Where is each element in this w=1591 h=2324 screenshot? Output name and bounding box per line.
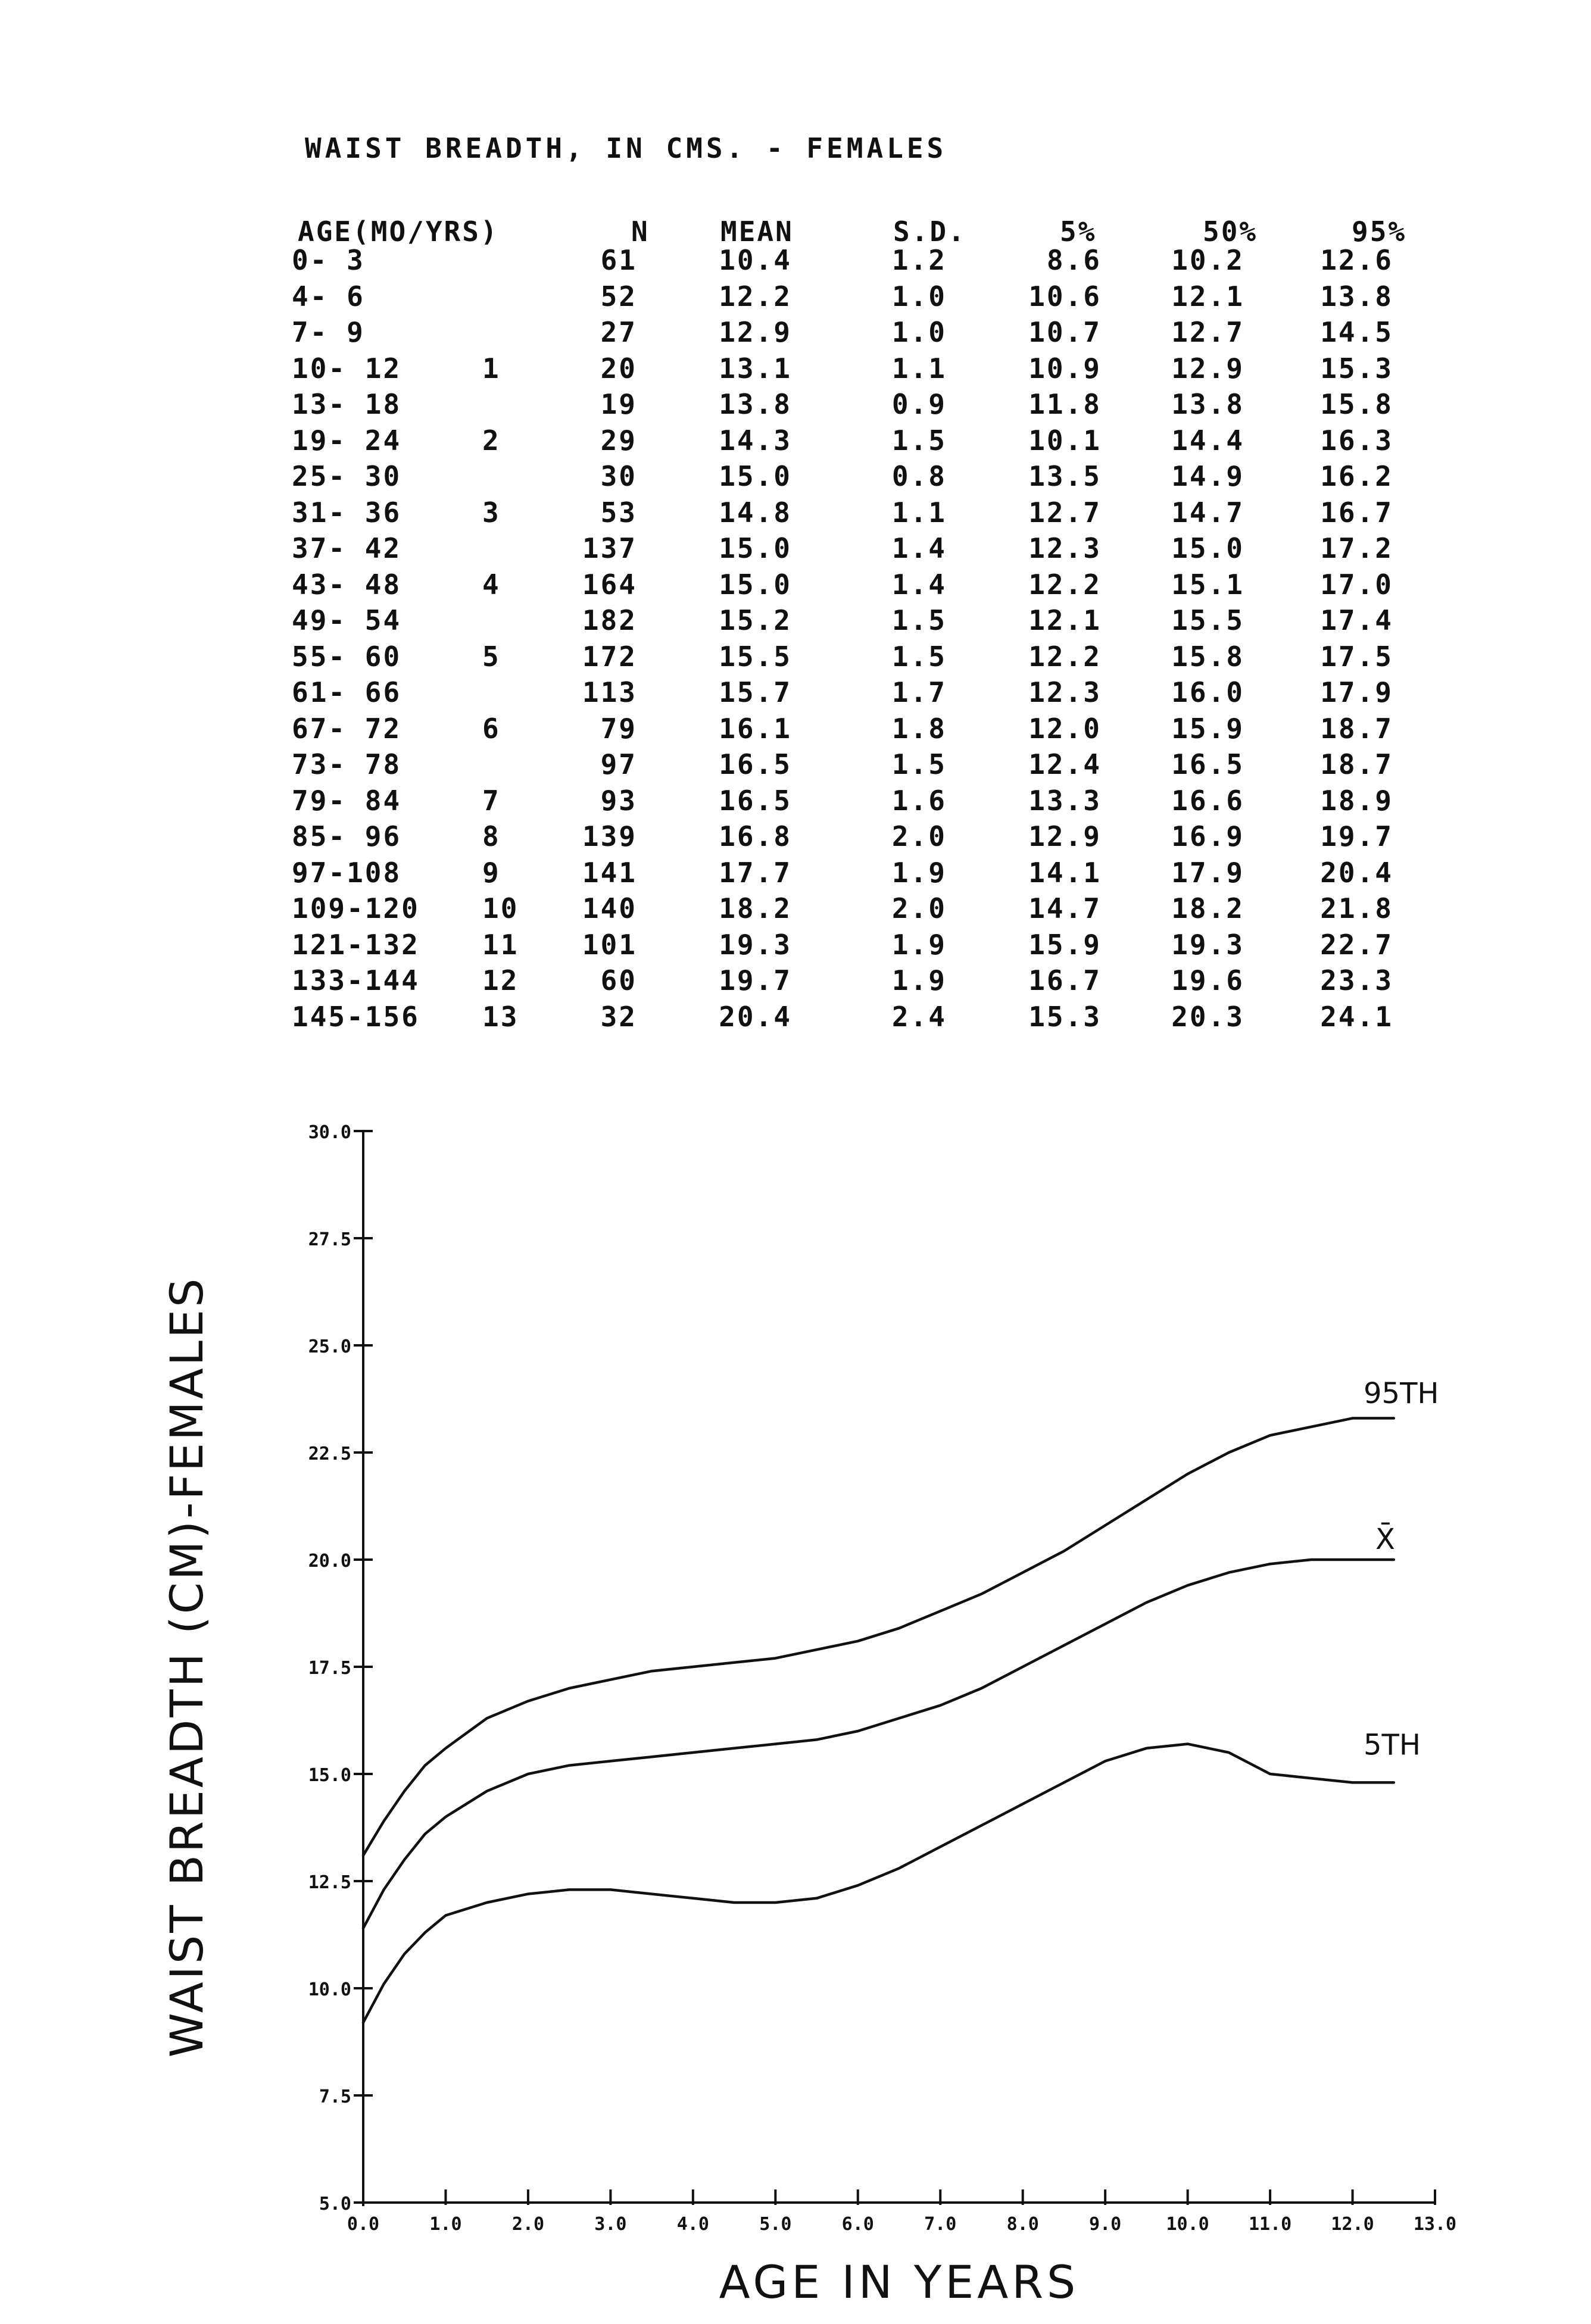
cell-age: 4- 6 bbox=[292, 280, 365, 313]
cell-p50: 15.1 bbox=[1171, 568, 1244, 601]
cell-p95: 15.8 bbox=[1320, 388, 1393, 420]
cell-p50: 19.6 bbox=[1171, 964, 1244, 997]
header-p50: 50% bbox=[1203, 215, 1258, 248]
cell-age: 7- 9 bbox=[292, 316, 365, 348]
cell-sd: 1.8 bbox=[891, 712, 947, 745]
cell-yr: 9 bbox=[482, 856, 501, 889]
cell-mean: 14.3 bbox=[719, 424, 792, 457]
cell-yr: 7 bbox=[482, 784, 501, 817]
x-tick-label: 1.0 bbox=[429, 2214, 462, 2235]
cell-sd: 1.4 bbox=[891, 568, 947, 601]
series-label-1: X̄ bbox=[1375, 1523, 1395, 1556]
cell-age: 13- 18 bbox=[292, 388, 402, 420]
cell-n: 137 bbox=[582, 532, 637, 564]
y-tick-label: 7.5 bbox=[319, 2086, 351, 2107]
cell-p50: 17.9 bbox=[1171, 856, 1244, 889]
cell-p95: 17.9 bbox=[1320, 676, 1393, 708]
cell-age: 10- 12 bbox=[292, 352, 402, 385]
cell-age: 0- 3 bbox=[292, 244, 365, 276]
cell-yr: 4 bbox=[482, 568, 501, 601]
cell-age: 79- 84 bbox=[292, 784, 402, 817]
cell-age: 73- 78 bbox=[292, 748, 402, 780]
cell-p5: 14.7 bbox=[1028, 892, 1102, 924]
header-mean: MEAN bbox=[720, 215, 794, 248]
header-n: N bbox=[631, 215, 650, 248]
cell-p95: 14.5 bbox=[1320, 316, 1393, 348]
cell-p5: 12.2 bbox=[1028, 568, 1102, 601]
x-tick-label: 12.0 bbox=[1331, 2214, 1374, 2235]
cell-p5: 10.7 bbox=[1028, 316, 1102, 348]
cell-mean: 10.4 bbox=[719, 244, 792, 276]
cell-age: 133-144 bbox=[292, 964, 420, 997]
y-tick-label: 12.5 bbox=[308, 1872, 351, 1893]
cell-p95: 17.0 bbox=[1320, 568, 1393, 601]
cell-sd: 1.5 bbox=[891, 604, 947, 636]
cell-p5: 12.3 bbox=[1028, 676, 1102, 708]
cell-p95: 20.4 bbox=[1320, 856, 1393, 889]
cell-age: 43- 48 bbox=[292, 568, 402, 601]
cell-n: 20 bbox=[600, 352, 637, 385]
x-tick-label: 11.0 bbox=[1248, 2214, 1292, 2235]
cell-mean: 16.5 bbox=[719, 748, 792, 780]
header-p95: 95% bbox=[1352, 215, 1407, 248]
cell-p50: 14.7 bbox=[1171, 496, 1244, 529]
cell-n: 113 bbox=[582, 676, 637, 708]
y-axis-label: WAIST BREADTH (CM)-FEMALES bbox=[160, 1276, 213, 2058]
cell-p95: 24.1 bbox=[1320, 1000, 1393, 1033]
cell-p95: 15.3 bbox=[1320, 352, 1393, 385]
cell-sd: 2.0 bbox=[891, 892, 947, 924]
x-axis-label: AGE IN YEARS bbox=[719, 2256, 1080, 2309]
cell-p50: 16.6 bbox=[1171, 784, 1244, 817]
cell-yr: 1 bbox=[482, 352, 501, 385]
cell-n: 164 bbox=[582, 568, 637, 601]
cell-p95: 16.7 bbox=[1320, 496, 1393, 529]
cell-yr: 6 bbox=[482, 712, 501, 745]
cell-p5: 12.9 bbox=[1028, 820, 1102, 852]
cell-mean: 19.3 bbox=[719, 928, 792, 961]
cell-p95: 22.7 bbox=[1320, 928, 1393, 961]
y-tick-label: 22.5 bbox=[308, 1444, 351, 1464]
cell-age: 55- 60 bbox=[292, 640, 402, 673]
cell-p95: 17.4 bbox=[1320, 604, 1393, 636]
cell-p5: 10.9 bbox=[1028, 352, 1102, 385]
series-line-2 bbox=[363, 1744, 1394, 2023]
header-sd: S.D. bbox=[893, 215, 966, 248]
x-tick-label: 10.0 bbox=[1166, 2214, 1209, 2235]
cell-p5: 16.7 bbox=[1028, 964, 1102, 997]
y-tick-label: 17.5 bbox=[308, 1658, 351, 1679]
cell-yr: 2 bbox=[482, 424, 501, 457]
cell-age: 85- 96 bbox=[292, 820, 402, 852]
cell-p95: 18.7 bbox=[1320, 748, 1393, 780]
cell-mean: 18.2 bbox=[719, 892, 792, 924]
cell-sd: 1.1 bbox=[891, 496, 947, 529]
cell-mean: 12.2 bbox=[719, 280, 792, 313]
y-tick-label: 25.0 bbox=[308, 1336, 351, 1357]
cell-p50: 20.3 bbox=[1171, 1000, 1244, 1033]
cell-n: 32 bbox=[600, 1000, 637, 1033]
cell-n: 101 bbox=[582, 928, 637, 961]
cell-p5: 12.4 bbox=[1028, 748, 1102, 780]
cell-n: 182 bbox=[582, 604, 637, 636]
y-tick-label: 27.5 bbox=[308, 1229, 351, 1250]
cell-yr: 11 bbox=[482, 928, 519, 961]
cell-sd: 1.0 bbox=[891, 280, 947, 313]
cell-p50: 16.0 bbox=[1171, 676, 1244, 708]
cell-p50: 10.2 bbox=[1171, 244, 1244, 276]
series-line-1 bbox=[363, 1560, 1394, 1928]
cell-mean: 16.8 bbox=[719, 820, 792, 852]
cell-n: 30 bbox=[600, 460, 637, 492]
cell-mean: 13.8 bbox=[719, 388, 792, 420]
cell-sd: 1.9 bbox=[891, 928, 947, 961]
cell-p50: 14.9 bbox=[1171, 460, 1244, 492]
x-tick-label: 6.0 bbox=[841, 2214, 874, 2235]
cell-p95: 17.2 bbox=[1320, 532, 1393, 564]
cell-p5: 12.0 bbox=[1028, 712, 1102, 745]
cell-p5: 13.5 bbox=[1028, 460, 1102, 492]
cell-n: 172 bbox=[582, 640, 637, 673]
cell-age: 25- 30 bbox=[292, 460, 402, 492]
cell-sd: 0.8 bbox=[891, 460, 947, 492]
y-tick-label: 20.0 bbox=[308, 1551, 351, 1572]
cell-sd: 1.4 bbox=[891, 532, 947, 564]
series-label-0: 95TH bbox=[1364, 1377, 1439, 1411]
x-tick-label: 0.0 bbox=[347, 2214, 380, 2235]
cell-sd: 1.6 bbox=[891, 784, 947, 817]
cell-sd: 1.9 bbox=[891, 856, 947, 889]
x-tick-label: 4.0 bbox=[676, 2214, 709, 2235]
cell-age: 121-132 bbox=[292, 928, 420, 961]
cell-n: 52 bbox=[600, 280, 637, 313]
cell-age: 61- 66 bbox=[292, 676, 402, 708]
y-tick-label: 5.0 bbox=[319, 2194, 351, 2214]
cell-p5: 13.3 bbox=[1028, 784, 1102, 817]
cell-mean: 15.2 bbox=[719, 604, 792, 636]
x-tick-label: 2.0 bbox=[511, 2214, 545, 2235]
cell-p50: 13.8 bbox=[1171, 388, 1244, 420]
cell-p5: 12.3 bbox=[1028, 532, 1102, 564]
cell-yr: 12 bbox=[482, 964, 519, 997]
cell-n: 53 bbox=[600, 496, 637, 529]
cell-p95: 16.2 bbox=[1320, 460, 1393, 492]
cell-n: 27 bbox=[600, 316, 637, 348]
cell-age: 109-120 bbox=[292, 892, 420, 924]
cell-p50: 18.2 bbox=[1171, 892, 1244, 924]
cell-mean: 15.0 bbox=[719, 460, 792, 492]
cell-n: 79 bbox=[600, 712, 637, 745]
cell-yr: 8 bbox=[482, 820, 501, 852]
cell-sd: 1.5 bbox=[891, 424, 947, 457]
cell-p5: 11.8 bbox=[1028, 388, 1102, 420]
cell-p5: 10.1 bbox=[1028, 424, 1102, 457]
header-age: AGE(MO/YRS) bbox=[298, 215, 499, 248]
cell-p50: 15.9 bbox=[1171, 712, 1244, 745]
cell-p5: 12.2 bbox=[1028, 640, 1102, 673]
cell-sd: 2.0 bbox=[891, 820, 947, 852]
x-tick-label: 13.0 bbox=[1413, 2214, 1457, 2235]
cell-p95: 12.6 bbox=[1320, 244, 1393, 276]
cell-p5: 15.9 bbox=[1028, 928, 1102, 961]
cell-p50: 12.7 bbox=[1171, 316, 1244, 348]
cell-p5: 12.7 bbox=[1028, 496, 1102, 529]
cell-sd: 1.1 bbox=[891, 352, 947, 385]
cell-sd: 1.0 bbox=[891, 316, 947, 348]
cell-p5: 14.1 bbox=[1028, 856, 1102, 889]
x-tick-label: 7.0 bbox=[924, 2214, 957, 2235]
series-line-0 bbox=[363, 1418, 1394, 1855]
cell-p95: 16.3 bbox=[1320, 424, 1393, 457]
cell-sd: 0.9 bbox=[891, 388, 947, 420]
cell-n: 141 bbox=[582, 856, 637, 889]
cell-mean: 16.1 bbox=[719, 712, 792, 745]
cell-n: 93 bbox=[600, 784, 637, 817]
cell-mean: 19.7 bbox=[719, 964, 792, 997]
cell-p95: 21.8 bbox=[1320, 892, 1393, 924]
cell-p5: 10.6 bbox=[1028, 280, 1102, 313]
y-tick-label: 30.0 bbox=[308, 1122, 351, 1143]
cell-sd: 1.2 bbox=[891, 244, 947, 276]
cell-age: 19- 24 bbox=[292, 424, 402, 457]
cell-p50: 15.8 bbox=[1171, 640, 1244, 673]
cell-mean: 16.5 bbox=[719, 784, 792, 817]
cell-age: 49- 54 bbox=[292, 604, 402, 636]
cell-sd: 2.4 bbox=[891, 1000, 947, 1033]
cell-n: 97 bbox=[600, 748, 637, 780]
cell-p50: 14.4 bbox=[1171, 424, 1244, 457]
cell-n: 140 bbox=[582, 892, 637, 924]
header-p5: 5% bbox=[1060, 215, 1097, 248]
cell-n: 61 bbox=[600, 244, 637, 276]
cell-mean: 14.8 bbox=[719, 496, 792, 529]
table-title: WAIST BREADTH, IN CMS. - FEMALES bbox=[305, 132, 947, 164]
series-label-2: 5TH bbox=[1364, 1728, 1421, 1762]
cell-age: 67- 72 bbox=[292, 712, 402, 745]
cell-p5: 15.3 bbox=[1028, 1000, 1102, 1033]
cell-mean: 20.4 bbox=[719, 1000, 792, 1033]
cell-mean: 15.0 bbox=[719, 532, 792, 564]
cell-p50: 12.1 bbox=[1171, 280, 1244, 313]
cell-mean: 15.0 bbox=[719, 568, 792, 601]
cell-mean: 15.7 bbox=[719, 676, 792, 708]
x-tick-label: 3.0 bbox=[594, 2214, 627, 2235]
cell-sd: 1.5 bbox=[891, 748, 947, 780]
cell-p5: 12.1 bbox=[1028, 604, 1102, 636]
x-tick-label: 8.0 bbox=[1006, 2214, 1039, 2235]
cell-yr: 5 bbox=[482, 640, 501, 673]
y-tick-label: 10.0 bbox=[308, 1979, 351, 2000]
cell-p50: 19.3 bbox=[1171, 928, 1244, 961]
cell-p95: 19.7 bbox=[1320, 820, 1393, 852]
cell-mean: 12.9 bbox=[719, 316, 792, 348]
cell-mean: 17.7 bbox=[719, 856, 792, 889]
cell-n: 139 bbox=[582, 820, 637, 852]
cell-age: 97-108 bbox=[292, 856, 402, 889]
cell-age: 37- 42 bbox=[292, 532, 402, 564]
cell-p50: 15.5 bbox=[1171, 604, 1244, 636]
cell-yr: 10 bbox=[482, 892, 519, 924]
cell-p50: 16.5 bbox=[1171, 748, 1244, 780]
cell-p50: 16.9 bbox=[1171, 820, 1244, 852]
cell-n: 60 bbox=[600, 964, 637, 997]
cell-p95: 23.3 bbox=[1320, 964, 1393, 997]
x-tick-label: 9.0 bbox=[1089, 2214, 1122, 2235]
cell-p95: 13.8 bbox=[1320, 280, 1393, 313]
cell-n: 29 bbox=[600, 424, 637, 457]
cell-p50: 12.9 bbox=[1171, 352, 1244, 385]
chart-area bbox=[0, 1083, 1591, 2324]
cell-p95: 18.7 bbox=[1320, 712, 1393, 745]
cell-sd: 1.9 bbox=[891, 964, 947, 997]
cell-sd: 1.5 bbox=[891, 640, 947, 673]
x-tick-label: 5.0 bbox=[759, 2214, 792, 2235]
cell-yr: 3 bbox=[482, 496, 501, 529]
cell-mean: 13.1 bbox=[719, 352, 792, 385]
y-tick-label: 15.0 bbox=[308, 1765, 351, 1786]
cell-n: 19 bbox=[600, 388, 637, 420]
cell-sd: 1.7 bbox=[891, 676, 947, 708]
growth-chart bbox=[0, 1083, 1591, 2324]
cell-age: 145-156 bbox=[292, 1000, 420, 1033]
cell-age: 31- 36 bbox=[292, 496, 402, 529]
cell-p5: 8.6 bbox=[1046, 244, 1102, 276]
cell-p95: 17.5 bbox=[1320, 640, 1393, 673]
cell-p50: 15.0 bbox=[1171, 532, 1244, 564]
cell-p95: 18.9 bbox=[1320, 784, 1393, 817]
cell-yr: 13 bbox=[482, 1000, 519, 1033]
cell-mean: 15.5 bbox=[719, 640, 792, 673]
